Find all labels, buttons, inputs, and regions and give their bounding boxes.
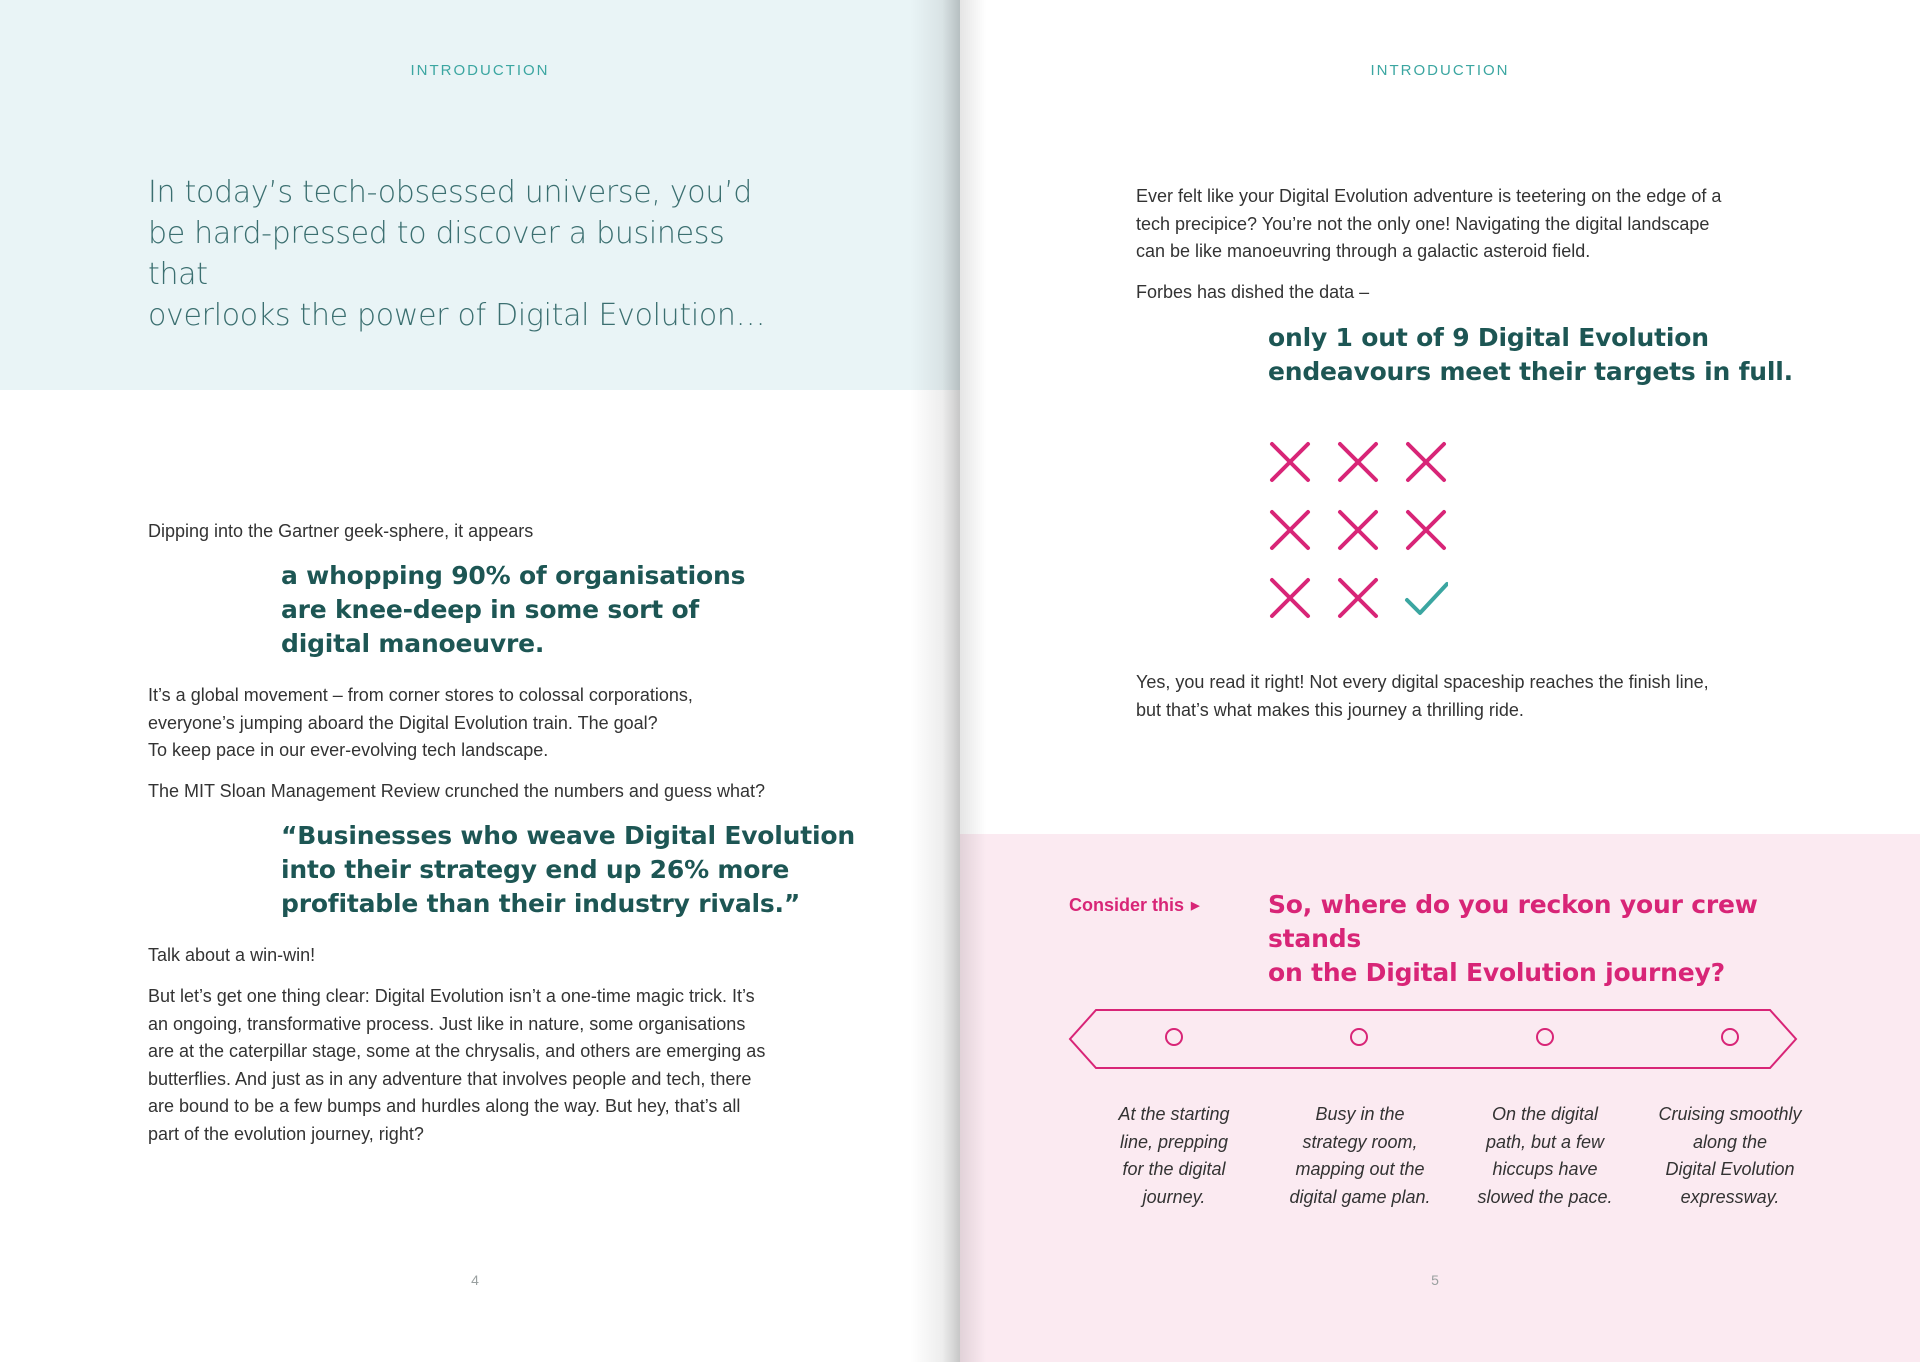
- label-line: expressway.: [1680, 1186, 1780, 1207]
- label-line: Busy in the: [1315, 1104, 1405, 1124]
- mit-pull-quote: [281, 819, 855, 921]
- cross-icon: [1336, 576, 1380, 620]
- cross-icon: [1336, 508, 1380, 552]
- label-line: digital game plan.: [1289, 1186, 1431, 1207]
- forbes-pull-quote: [1268, 321, 1793, 389]
- gartner-intro: Dipping into the Gartner geek-sphere, it appears: [148, 521, 534, 541]
- label-line: slowed the pace.: [1477, 1186, 1613, 1207]
- outcome-marks-grid: [1268, 440, 1468, 640]
- win-win-line: Talk about a win-win!: [148, 945, 316, 965]
- movement-paragraph: [148, 682, 693, 765]
- mit-intro: The MIT Sloan Management Review crunched the numbers and guess what?: [148, 781, 766, 801]
- label-line: path, but a few: [1485, 1131, 1605, 1152]
- chevron-right-icon: ▶: [1191, 900, 1200, 912]
- quote-line: endeavours meet their targets in full.: [1268, 357, 1793, 386]
- consider-question: [1268, 888, 1828, 990]
- quote-line: are knee-deep in some sort of: [281, 595, 700, 624]
- paragraph-line: can be like manoeuvring through a galactic asteroid field.: [1136, 241, 1591, 261]
- paragraph-line: Ever felt like your Digital Evolution adventure is teetering on the edge of a: [1136, 186, 1722, 206]
- quote-line: only 1 out of 9 Digital Evolution: [1268, 323, 1709, 352]
- closing-paragraph: [148, 983, 765, 1148]
- consider-this-label: [1069, 895, 1199, 916]
- hero-line: overlooks the power of Digital Evolution…: [148, 298, 766, 333]
- gartner-pull-quote: [281, 559, 745, 661]
- hero-statement: [148, 172, 788, 336]
- label-line: Digital Evolution: [1665, 1159, 1795, 1179]
- quote-line: into their strategy end up 26% more: [281, 855, 790, 884]
- cross-icon: [1268, 508, 1312, 552]
- hero-line: In today’s tech-obsessed universe, you’d: [148, 175, 753, 210]
- cross-icon: [1404, 440, 1448, 484]
- finish-line-paragraph: [1136, 669, 1709, 724]
- paragraph-line: an ongoing, transformative process. Just like in nature, some organisations: [148, 1013, 746, 1034]
- intro-paragraph: [1136, 183, 1721, 266]
- right-page: [960, 0, 1920, 1362]
- journey-option-radio[interactable]: [1721, 1028, 1739, 1046]
- running-head: INTRODUCTION: [410, 62, 550, 79]
- journey-option-label: [1280, 1101, 1440, 1211]
- label-line: along the: [1692, 1131, 1768, 1152]
- question-line: So, where do you reckon your crew stands: [1268, 890, 1758, 953]
- label-line: journey.: [1142, 1186, 1206, 1207]
- question-line: on the Digital Evolution journey?: [1268, 958, 1725, 987]
- paragraph-line: everyone’s jumping aboard the Digital Evolution train. The goal?: [148, 712, 658, 733]
- paragraph-line: are bound to be a few bumps and hurdles along the way. But hey, that’s all: [148, 1096, 741, 1116]
- journey-option-label: [1094, 1101, 1254, 1211]
- hero-line: be hard-pressed to discover a business that: [148, 216, 725, 292]
- journey-option-radio[interactable]: [1536, 1028, 1554, 1046]
- paragraph-line: To keep pace in our ever-evolving tech landscape.: [148, 740, 549, 760]
- quote-line: “Businesses who weave Digital Evolution: [281, 821, 855, 850]
- cross-icon: [1404, 508, 1448, 552]
- paragraph-line: part of the evolution journey, right?: [148, 1123, 424, 1144]
- label-line: On the digital: [1491, 1104, 1599, 1124]
- label-line: mapping out the: [1295, 1159, 1425, 1179]
- journey-option-radio[interactable]: [1165, 1028, 1183, 1046]
- paragraph-line: tech precipice? You’re not the only one! Navigating the digital landscape: [1136, 213, 1710, 234]
- forbes-intro: Forbes has dished the data –: [1136, 282, 1370, 302]
- label-line: hiccups have: [1492, 1159, 1598, 1179]
- label-line: line, prepping: [1119, 1131, 1229, 1152]
- consider-label-text: Consider this: [1069, 895, 1185, 915]
- paragraph-line: It’s a global movement – from corner stores to colossal corporations,: [148, 685, 693, 705]
- paragraph-line: but that’s what makes this journey a thrilling ride.: [1136, 699, 1524, 720]
- quote-line: a whopping 90% of organisations: [281, 561, 746, 590]
- cross-icon: [1268, 440, 1312, 484]
- paragraph-line: are at the caterpillar stage, some at the chrysalis, and others are emerging as: [148, 1041, 766, 1061]
- journey-option-radio[interactable]: [1350, 1028, 1368, 1046]
- paragraph-line: But let’s get one thing clear: Digital Evolution isn’t a one-time magic trick. It’s: [148, 986, 755, 1006]
- journey-option-label: [1465, 1101, 1625, 1211]
- label-line: Cruising smoothly: [1658, 1104, 1802, 1124]
- quote-line: digital manoeuvre.: [281, 629, 545, 658]
- label-line: strategy room,: [1302, 1131, 1418, 1152]
- cross-icon: [1336, 440, 1380, 484]
- label-line: for the digital: [1122, 1159, 1226, 1179]
- quote-line: profitable than their industry rivals.”: [281, 889, 801, 918]
- page-number: 5: [1431, 1272, 1439, 1288]
- page-number: 4: [471, 1272, 479, 1288]
- running-head: INTRODUCTION: [1370, 62, 1510, 79]
- cross-icon: [1268, 576, 1312, 620]
- check-icon: [1404, 576, 1448, 620]
- journey-option-label: [1650, 1101, 1810, 1211]
- paragraph-line: Yes, you read it right! Not every digital spaceship reaches the finish line,: [1136, 672, 1709, 692]
- label-line: At the starting: [1118, 1104, 1230, 1124]
- paragraph-line: butterflies. And just as in any adventure that involves people and tech, there: [148, 1068, 752, 1089]
